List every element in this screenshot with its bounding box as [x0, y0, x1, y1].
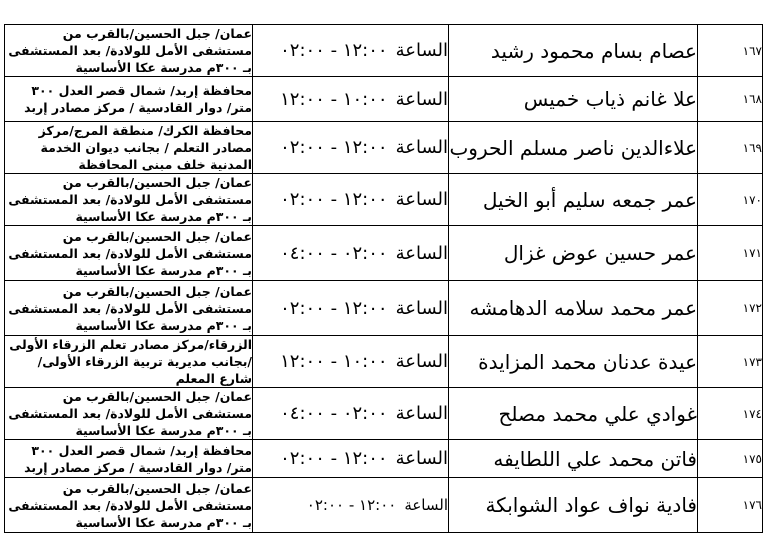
serial-number-cell: ١٦٨ [698, 77, 763, 122]
time-cell [253, 336, 449, 388]
time-range: ١٢:٠٠ - ٠٢:٠٠ [280, 189, 388, 210]
location-cell: عمان/ جبل الحسين/بالقرب من مستشفى الأمل للولادة/ بعد المستشفى بـ ٣٠٠م مدرسة عكا الأساسية [5, 281, 253, 336]
table-row [5, 440, 763, 478]
name-cell: علا غانم ذياب خميس [449, 77, 698, 122]
time-cell [253, 77, 449, 122]
time-label: الساعة [395, 351, 448, 372]
time-range: ١٢:٠٠ - ٠٢:٠٠ [280, 297, 388, 319]
serial-number-cell: ١٧٥ [698, 440, 763, 478]
location-cell: عمان/ جبل الحسين/بالقرب من مستشفى الأمل للولادة/ بعد المستشفى بـ ٣٠٠م مدرسة عكا الأساسية [5, 25, 253, 77]
table-row [5, 77, 763, 122]
time-cell [253, 226, 449, 281]
time-label: الساعة [395, 448, 448, 469]
table-row [5, 174, 763, 226]
time-label: الساعة [395, 242, 448, 264]
table-row [5, 478, 763, 533]
name-cell: غوادي علي محمد مصلح [449, 388, 698, 440]
time-label: الساعة [395, 403, 448, 424]
time-label: الساعة [395, 297, 448, 319]
location-cell: محافظة إربد/ شمال قصر العدل ٣٠٠ متر/ دوار القادسية / مركز مصادر إربد [5, 440, 253, 478]
time-cell [253, 478, 449, 533]
serial-number-cell: ١٦٧ [698, 25, 763, 77]
time-range: ١٢:٠٠ - ٠٢:٠٠ [280, 137, 388, 158]
time-label: الساعة [404, 496, 448, 514]
table-row [5, 388, 763, 440]
time-range: ٠٢:٠٠ - ٠٤:٠٠ [280, 242, 388, 264]
time-range: ١٢:٠٠ - ٠٢:٠٠ [280, 448, 388, 469]
serial-number-cell: ١٧٢ [698, 281, 763, 336]
location-cell: عمان/ جبل الحسين/بالقرب من مستشفى الأمل للولادة/ بعد المستشفى بـ ٣٠٠م مدرسة عكا الأساسية [5, 174, 253, 226]
time-cell [253, 174, 449, 226]
table-row [5, 336, 763, 388]
time-range: ٠٢:٠٠ - ٠٤:٠٠ [280, 403, 388, 424]
time-label: الساعة [395, 88, 448, 110]
time-range: ١٠:٠٠ - ١٢:٠٠ [280, 88, 388, 110]
name-cell: عيدة عدنان محمد المزايدة [449, 336, 698, 388]
location-cell: الزرقاء/مركز مصادر تعلم الزرقاء الأولى /بجانب مديرية تربية الزرقاء الأولى/ شارع المعلم [5, 336, 253, 388]
serial-number-cell: ١٧٠ [698, 174, 763, 226]
table-row [5, 281, 763, 336]
time-cell [253, 440, 449, 478]
location-cell: عمان/ جبل الحسين/بالقرب من مستشفى الأمل للولادة/ بعد المستشفى بـ ٣٠٠م مدرسة عكا الأساسية [5, 478, 253, 533]
serial-number-cell: ١٧٤ [698, 388, 763, 440]
serial-number-cell: ١٧٣ [698, 336, 763, 388]
name-cell: فاتن محمد علي اللطايفه [449, 440, 698, 478]
serial-number-cell: ١٧١ [698, 226, 763, 281]
serial-number-cell: ١٦٩ [698, 122, 763, 174]
time-label: الساعة [395, 189, 448, 210]
time-range: ١٢:٠٠ - ٠٢:٠٠ [306, 496, 397, 514]
schedule-table [4, 24, 763, 533]
time-cell [253, 281, 449, 336]
location-cell: عمان/ جبل الحسين/بالقرب من مستشفى الأمل للولادة/ بعد المستشفى بـ ٣٠٠م مدرسة عكا الأساسية [5, 226, 253, 281]
table-row [5, 226, 763, 281]
name-cell: فادية نواف عواد الشوابكة [449, 478, 698, 533]
time-cell [253, 25, 449, 77]
table-row [5, 25, 763, 77]
time-label: الساعة [395, 137, 448, 158]
time-cell [253, 122, 449, 174]
serial-number-cell: ١٧٦ [698, 478, 763, 533]
name-cell: عمر جمعه سليم أبو الخيل [449, 174, 698, 226]
time-cell [253, 388, 449, 440]
time-range: ١٠:٠٠ - ١٢:٠٠ [280, 351, 388, 372]
time-range: ١٢:٠٠ - ٠٢:٠٠ [280, 40, 388, 61]
name-cell: عمر محمد سلامه الدهامشه [449, 281, 698, 336]
table-row [5, 122, 763, 174]
name-cell: عمر حسين عوض غزال [449, 226, 698, 281]
location-cell: محافظة الكرك/ منطقة المرج/مركز مصادر التعلم / بجانب ديوان الخدمة المدنية خلف مبنى المحافظة [5, 122, 253, 174]
time-label: الساعة [395, 40, 448, 61]
location-cell: عمان/ جبل الحسين/بالقرب من مستشفى الأمل للولادة/ بعد المستشفى بـ ٣٠٠م مدرسة عكا الأساسية [5, 388, 253, 440]
name-cell: علاءالدين ناصر مسلم الحروب [449, 122, 698, 174]
name-cell: عصام بسام محمود رشيد [449, 25, 698, 77]
location-cell: محافظة إربد/ شمال قصر العدل ٣٠٠ متر/ دوار القادسية / مركز مصادر إربد [5, 77, 253, 122]
